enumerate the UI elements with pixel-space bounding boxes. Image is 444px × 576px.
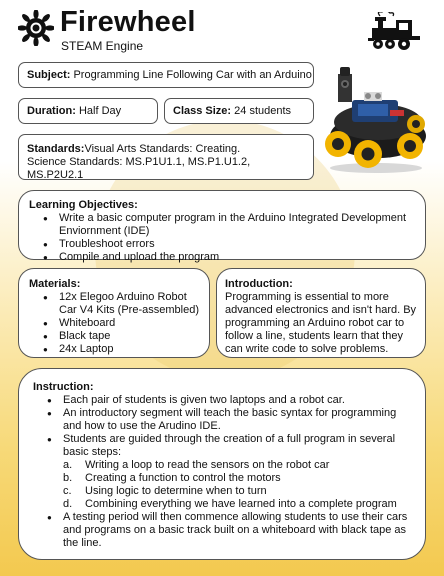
duration-box	[18, 98, 158, 124]
objective-item: ● Compile and upload the program	[43, 251, 415, 264]
instruction-item: ● An introductory segment will teach the basic syntax for programming and how to use the Arudino IDE.	[47, 407, 411, 433]
objective-item: ● Write a basic computer program in the Arduino Integrated Development Enviornment (IDE)	[43, 212, 415, 238]
materials-box	[18, 268, 210, 358]
instruction-step	[63, 459, 411, 472]
instruction-step	[63, 472, 411, 485]
instruction-step	[63, 498, 411, 511]
step-marker: b.	[63, 472, 73, 484]
instruction-item: ● A testing period will then commence allowing students to use their cars and programs on a basic track built on a whiteboard with black tape as the line.	[47, 511, 411, 550]
instruction-steps	[33, 459, 411, 511]
subject-value: Programming Line Following Car with an Arduino	[70, 69, 312, 81]
standards-box	[18, 134, 314, 180]
brand-name: Firewheel	[60, 6, 196, 38]
instruction-item: ● Students are guided through the creation of a full program in several basic steps:	[47, 433, 411, 459]
material-item: ● Whiteboard	[43, 317, 199, 330]
step-marker: c.	[63, 485, 72, 497]
step-text: Combining everything we have learned into a complete program	[85, 498, 397, 510]
materials-title: Materials:	[29, 278, 81, 290]
brand-tagline: STEAM Engine	[61, 39, 144, 53]
material-item: ● 24x Laptop	[43, 343, 199, 356]
duration-label: Duration:	[27, 105, 76, 117]
materials-list	[29, 291, 199, 356]
duration-value: Half Day	[75, 105, 122, 117]
instruction-list-continued	[33, 511, 411, 550]
subject-label: Subject:	[27, 69, 71, 81]
class-size-label: Class Size:	[173, 105, 232, 117]
objectives-title: Learning Objectives:	[29, 199, 138, 211]
sunflower-gear-icon	[18, 10, 54, 46]
introduction-title: Introduction:	[225, 278, 293, 290]
instruction-box	[18, 368, 426, 560]
steam-train-icon	[366, 12, 426, 52]
introduction-box	[216, 268, 426, 358]
standards-label: Standards:	[27, 143, 85, 155]
material-item: ● 12x Elegoo Arduino Robot Car V4 Kits (Pre-assembled)	[43, 291, 199, 317]
class-size-box	[164, 98, 314, 124]
step-marker: a.	[63, 459, 73, 471]
material-item: ● Black tape	[43, 330, 199, 343]
introduction-text: Programming is essential to more advanced electronics and isn't hard. By programming an Arduino robot car to follow a line, students learn that they can write code to solve problems.	[225, 291, 417, 355]
step-text: Writing a loop to read the sensors on the robot car	[85, 459, 330, 471]
step-marker: d.	[63, 498, 73, 510]
instruction-list	[33, 394, 411, 459]
step-text: Using logic to determine when to turn	[85, 485, 267, 497]
subject-box	[18, 62, 314, 88]
learning-objectives-box	[18, 190, 426, 263]
robot-car-photo	[320, 64, 430, 176]
instruction-item: ● Each pair of students is given two laptops and a robot car.	[47, 394, 411, 407]
step-text: Creating a function to control the motors	[85, 472, 281, 484]
objectives-list	[29, 212, 415, 264]
standards-science: Science Standards: MS.P1U1.1, MS.P1.U1.2, MS.P2U2.1	[27, 156, 251, 181]
instruction-step	[63, 485, 411, 498]
instruction-title: Instruction:	[33, 381, 94, 393]
standards-arts: Visual Arts Standards: Creating.	[84, 143, 241, 155]
objective-item: ● Troubleshoot errors	[43, 238, 415, 251]
class-size-value: 24 students	[231, 105, 292, 117]
